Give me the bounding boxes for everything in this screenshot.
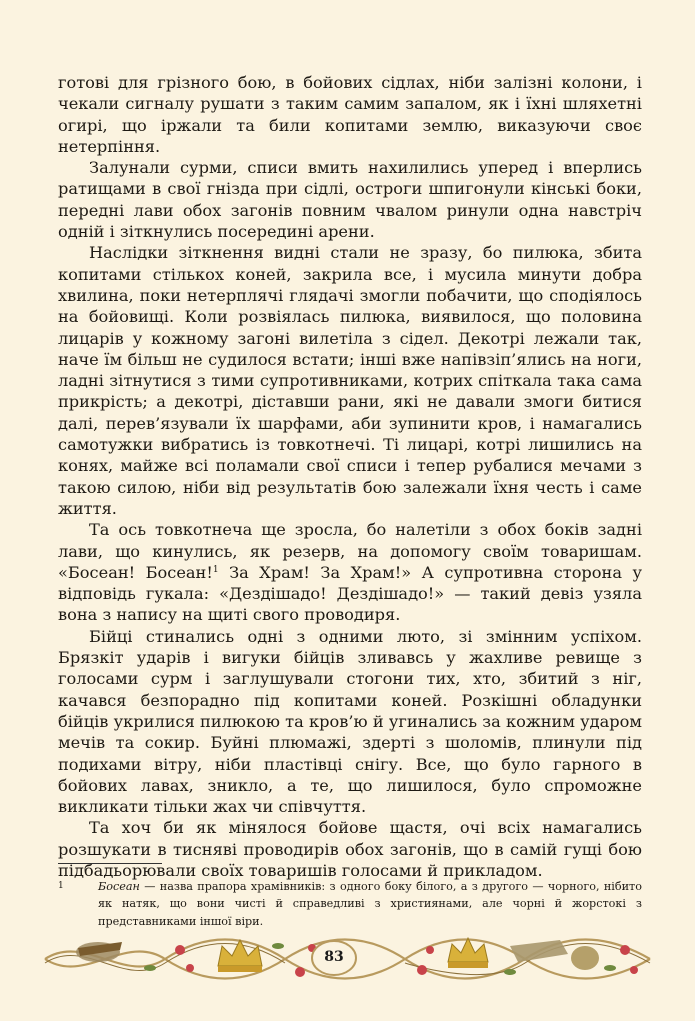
paragraph-2: Залунали сурми, списи вмить нахилились уперед і вперлись ратищами в свої гнізда при сідлі, остроги шпигонули кінські боки, передні лави обох загонів повним чвалом ринули одна навстріч одній і зіткнулись посередині арени.: [58, 158, 642, 242]
helmet-icon: [76, 942, 122, 962]
paragraph-3: Наслідки зіткнення видні стали не зразу, бо пилюка, збита копитами стількох коней, закрила все, і мусила минути добра хвилина, поки нетерплячі глядачі змогли побачити, що сподіялось на бойовищі. Коли розвіялась пилюка, виявилося, що половина лицарів у кожному загоні вилетіла з сідел. Декотрі лежали так, наче їм більш не судилося встати; інші вже напівзіп’ялись на ноги, ладні зітнутися з тими супротивниками, котрих спіткала така сама прикрість; а декотрі, діставши рани, які не давали змоги битися далі, перев’язували їх шарфами, аби зупинити кров, і намагались самотужки вибратись із товкотнечі. Ті лицарі, котрі лишились на конях, майже всі поламали свої списи і тепер рубалися мечами з такою силою, ніби від результатів бою залежали їхня честь і саме життя.: [58, 243, 642, 518]
paragraph-4-start: Та ось товкотнеча ще зросла, бо налетіли з обох боків задні лави, що кинулись, як резерв, на допомогу своїм товаришам. «Босеан! Босеан!: [58, 520, 642, 582]
crown-icon-right: [448, 938, 488, 968]
paragraph-6: Та хоч би як мінялося бойове щастя, очі всіх намагались розшукати в тисняві проводирів обох загонів, що в самій гущі бою підбадьорювали своїх товаришів голосами й прикладом.: [58, 818, 642, 880]
armor-icon: [510, 940, 599, 970]
footnote-text: назва прапора храмівників: з одного боку білого, а з другого — чорного, нібито як натяк, що вони чисті й справедливі з християнами, але чорні й жорстокі з представниками іншої віри.: [98, 880, 642, 928]
paragraph-5: Бійці стинались одні з одними люто, зі змінним успіхом. Брязкіт ударів і вигуки бійців зливавсь у жахливе ревище з голосами сурм і заглушували стогони тих, хто, збитий з ніг, качався безпорадно під копитами коней. Розкішні обладунки бійців укрилися пилюкою та кров’ю й угинались за кожним ударом мечів та сокир. Буйні плюмажі, здерті з шоломів, плинули під подихами вітру, ніби пластівці снігу. Все, що було гарного в бойових лавах, зникло, а те, що лишилося, було спроможне викликати тільки жах чи співчуття.: [58, 626, 642, 817]
footnote-divider: [58, 863, 162, 864]
footnote-mark: 1: [58, 881, 64, 891]
paragraph-4-end: За Храм! За Храм!» А супротивна сторона у відповідь гукала: «Дездішадо! Дездішадо!» — такий девіз узяла вона з напису на щиті свого проводиря.: [58, 562, 642, 625]
page-number: 83: [324, 949, 344, 965]
footnote: [58, 878, 642, 930]
footnote-term: Босеан —: [98, 880, 156, 893]
main-text: [58, 72, 642, 881]
paragraph-1: готові для грізного бою, в бойових сідлах, ніби залізні колони, і чекали сигналу рушати з таким самим запалом, як і їхні шляхетні огирі, що іржали та били копитами землю, виказуючи своє нетерпіння.: [58, 73, 642, 156]
paragraph-4: [58, 519, 642, 625]
footnote-reference[interactable]: 1: [212, 564, 219, 575]
footnote-body: [58, 878, 642, 930]
